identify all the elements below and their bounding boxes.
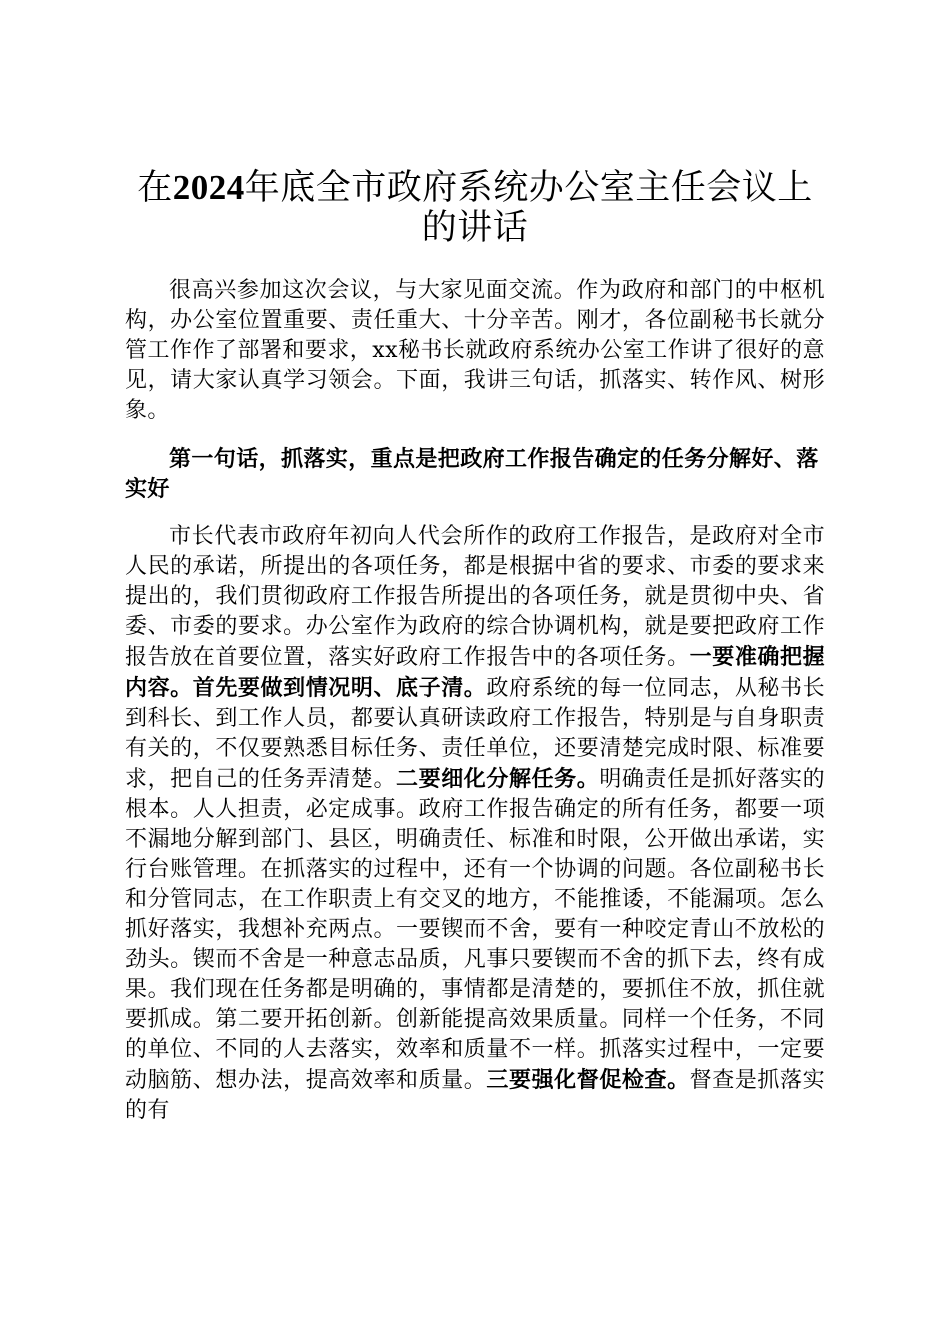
title-suffix: 年底全市政府系统办公室主任会议上的讲话 <box>244 168 813 248</box>
title-prefix: 在 <box>137 168 173 208</box>
emphasis-text: 一要准确把握内容。首先要做到情况明、底子清。 <box>125 644 825 701</box>
document-title <box>125 168 825 248</box>
intro-paragraph: 很高兴参加这次会议，与大家见面交流。作为政府和部门的中枢机构，办公室位置重要、责任重大、十分辛苦。刚才，各位副秘书长就分管工作作了部署和要求，xx秘书长就政府系统办公室工作讲了很好的意见，请大家认真学习领会。下面，我讲三句话，抓落实、转作风、树形象。 <box>125 278 825 423</box>
section-1-body <box>125 522 825 1126</box>
section-heading-1: 第一句话，抓落实，重点是把政府工作报告确定的任务分解好、落实好 <box>125 446 819 502</box>
body-text: 政府系统的每一位同志，从秘书长到科长、到工作人员，都要认真研读政府工作报告，特别是与自身职责有关的，不仅要熟悉目标任务、责任单位，还要清楚完成时限、标准要求，把自己的任务弄清楚。 <box>125 676 825 792</box>
body-text: 市长代表市政府年初向人代会所作的政府工作报告，是政府对全市人民的承诺，所提出的各项任务，都是根据中省的要求、市委的要求来提出的，我们贯彻政府工作报告所提出的各项任务，就是贯彻中央、省委、市委的要求。办公室作为政府的综合协调机构，就是要把政府工作报告放在首要位置，落实好政府工作报告中的各项任务。 <box>125 524 825 670</box>
emphasis-text: 三要强化督促检查。 <box>486 1067 690 1093</box>
body-text: 督查是抓落实的有 <box>125 1068 826 1123</box>
emphasis-text: 二要细化分解任务。 <box>396 766 600 792</box>
title-year: 2024 <box>172 168 245 207</box>
body-text: 明确责任是抓好落实的根本。人人担责，必定成事。政府工作报告确定的所有任务，都要一项不漏地分解到部门、县区，明确责任、标准和时限，公开做出承诺，实行台账管理。在抓落实的过程中，还有一个协调的问题。各位副秘书长和分管同志，在工作职责上有交叉的地方，不能推诿，不能漏项。怎么抓好落实，我想补充两点。一要锲而不舍，要有一种咬定青山不放松的劲头。锲而不舍是一种意志品质，凡事只要锲而不舍的抓下去，终有成果。我们现在任务都是明确的，事情都是清楚的，要抓住不放，抓住就要抓成。第二要开拓创新。创新能提高效果质量。同样一个任务，不同的单位、不同的人去落实，效率和质量不一样。抓落实过程中，一定要动脑筋、想办法，提高效率和质量。 <box>125 767 825 1093</box>
document-content <box>125 168 825 1126</box>
